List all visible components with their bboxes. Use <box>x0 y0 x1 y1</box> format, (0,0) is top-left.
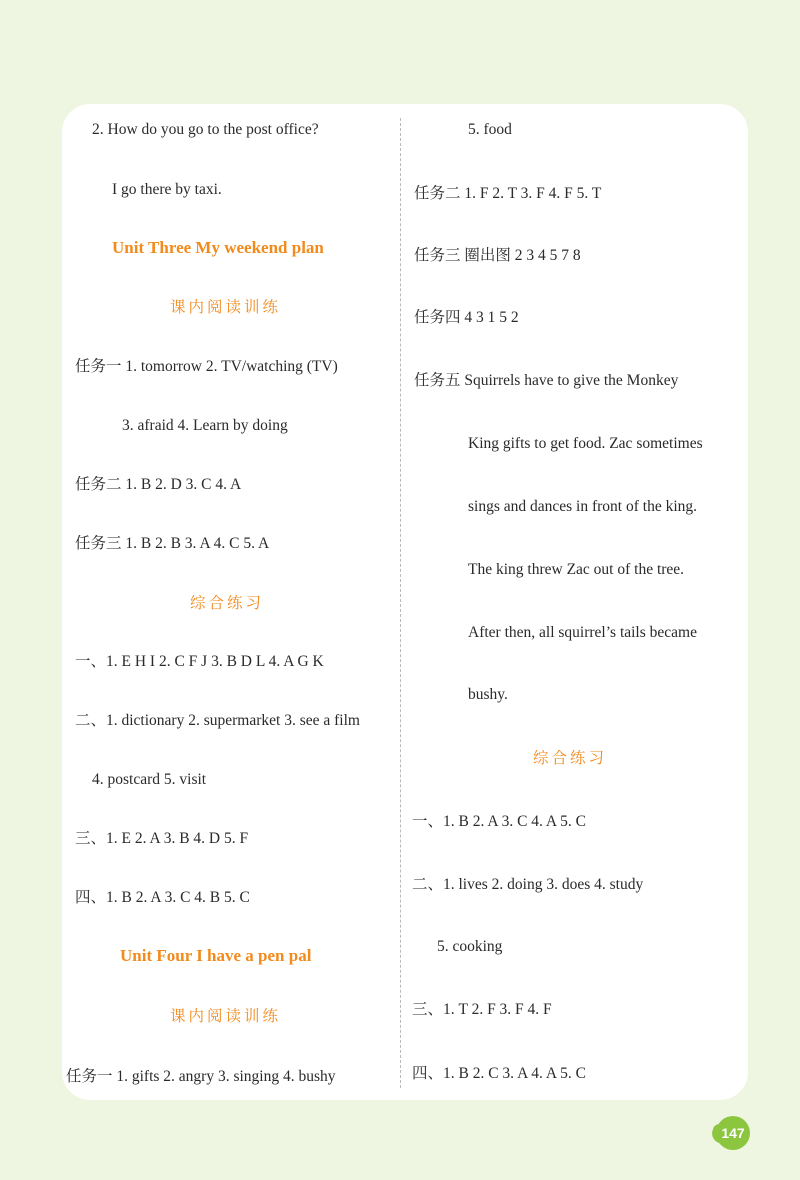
left-task1-b: 3. afraid 4. Learn by doing <box>122 417 288 434</box>
right-task3: 任务三 圈出图 2 3 4 5 7 8 <box>414 247 581 264</box>
section-heading-practice-1: 综合练习 <box>190 594 265 612</box>
left-q4: 四、1. B 2. A 3. C 4. B 5. C <box>75 889 250 906</box>
page-number-badge: 147 <box>716 1116 750 1150</box>
right-q1: 一、1. B 2. A 3. C 4. A 5. C <box>412 813 586 830</box>
unit-three-heading: Unit Three My weekend plan <box>112 238 324 257</box>
left-task2: 任务二 1. B 2. D 3. C 4. A <box>75 476 242 493</box>
column-divider <box>400 118 401 1088</box>
right-task5-line6: bushy. <box>468 686 508 703</box>
section-heading-reading-2: 课内阅读训练 <box>170 1007 282 1025</box>
right-task5-line1: 任务五 Squirrels have to give the Monkey <box>414 372 679 389</box>
right-task5-line3: sings and dances in front of the king. <box>468 498 698 515</box>
left-task1-a: 任务一 1. tomorrow 2. TV/watching (TV) <box>75 358 338 375</box>
left-q2-b: 4. postcard 5. visit <box>92 771 207 788</box>
left-q2-a: 二、1. dictionary 2. supermarket 3. see a film <box>75 712 360 729</box>
left-line-2: I go there by taxi. <box>112 181 222 198</box>
right-q2-b: 5. cooking <box>437 938 503 955</box>
right-q3: 三、1. T 2. F 3. F 4. F <box>412 1001 552 1018</box>
right-task4: 任务四 4 3 1 5 2 <box>414 309 519 326</box>
left-q3: 三、1. E 2. A 3. B 4. D 5. F <box>75 830 249 847</box>
section-heading-practice-2: 综合练习 <box>533 749 608 767</box>
section-heading-reading-1: 课内阅读训练 <box>170 298 282 316</box>
left-task3: 任务三 1. B 2. B 3. A 4. C 5. A <box>75 535 270 552</box>
left-task1-unit4: 任务一 1. gifts 2. angry 3. singing 4. bushy <box>66 1068 336 1085</box>
right-line-1: 5. food <box>468 121 512 138</box>
right-task5-line2: King gifts to get food. Zac sometimes <box>468 435 703 452</box>
right-q2-a: 二、1. lives 2. doing 3. does 4. study <box>412 876 644 893</box>
right-task5-line5: After then, all squirrel’s tails became <box>468 624 697 641</box>
right-q4: 四、1. B 2. C 3. A 4. A 5. C <box>412 1065 586 1082</box>
left-q1: 一、1. E H I 2. C F J 3. B D L 4. A G K <box>75 653 324 670</box>
unit-four-heading: Unit Four I have a pen pal <box>120 946 312 965</box>
right-task5-line4: The king threw Zac out of the tree. <box>468 561 685 578</box>
right-task2: 任务二 1. F 2. T 3. F 4. F 5. T <box>414 185 602 202</box>
left-line-1: 2. How do you go to the post office? <box>92 121 319 138</box>
